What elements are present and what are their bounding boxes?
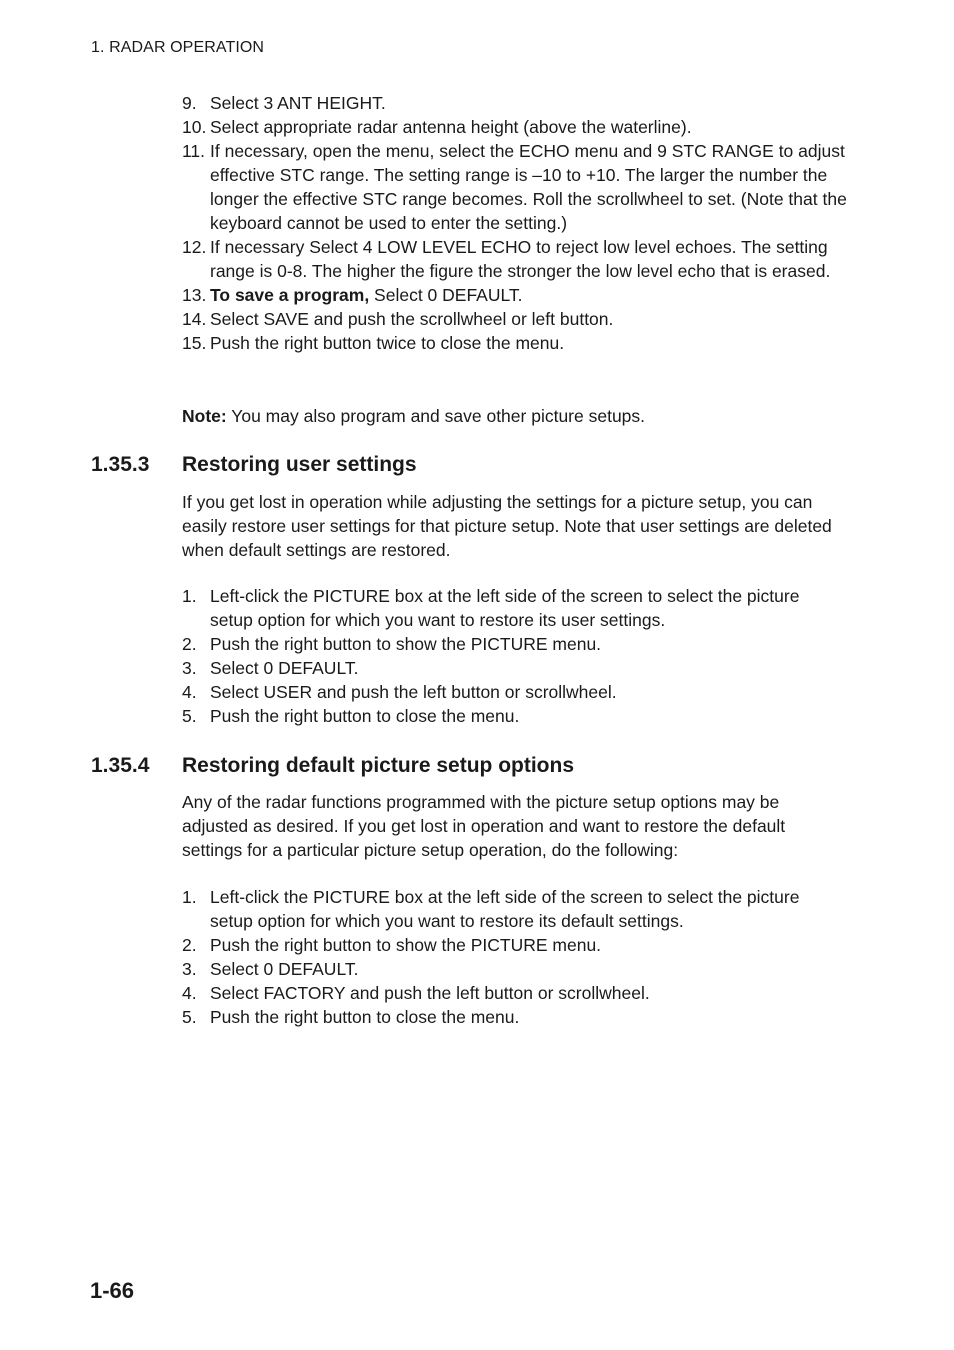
list-item — [182, 933, 847, 957]
list-item — [182, 331, 847, 355]
step-number: 3. — [182, 959, 197, 979]
list-item — [182, 632, 847, 656]
step-text: Push the right button to show the PICTURE menu. — [210, 935, 602, 955]
list-item — [182, 1005, 847, 1029]
section-heading-restoring-user-settings — [91, 452, 417, 478]
list-item — [182, 307, 847, 331]
section-number: 1.35.3 — [91, 453, 150, 476]
list-item — [182, 139, 847, 235]
list-item — [182, 91, 847, 115]
step-text: Select USER and push the left button or scrollwheel. — [210, 682, 617, 702]
step-emphasis: To save a program, — [210, 285, 370, 305]
section-number: 1.35.4 — [91, 754, 150, 777]
section-intro: If you get lost in operation while adjusting the settings for a picture setup, you can easily restore user settings for that picture setup. Note that user settings are deleted when default settings are restored. — [182, 492, 832, 560]
step-text: Push the right button to show the PICTURE menu. — [210, 634, 602, 654]
list-item — [182, 957, 847, 981]
step-text: Select appropriate radar antenna height (above the waterline). — [210, 117, 692, 137]
list-item — [182, 115, 847, 139]
list-item — [182, 656, 847, 680]
list-item — [182, 584, 847, 632]
step-number: 5. — [182, 706, 197, 726]
steps-list-default-options — [182, 885, 847, 1029]
step-text: Left-click the PICTURE box at the left side of the screen to select the picture setup option for which you want to restore its default settings. — [210, 887, 800, 931]
list-item — [182, 235, 847, 283]
list-item — [182, 680, 847, 704]
step-number: 5. — [182, 1007, 197, 1027]
note-label: Note: — [182, 406, 227, 426]
step-number: 13. — [182, 285, 207, 305]
step-number: 4. — [182, 983, 197, 1003]
note-text: You may also program and save other picture setups. — [226, 406, 646, 426]
step-number: 12. — [182, 237, 207, 257]
step-number: 11. — [182, 141, 206, 161]
step-number: 3. — [182, 658, 197, 678]
page-number: 1-66 — [90, 1278, 135, 1303]
step-text: Select 0 DEFAULT. — [210, 959, 359, 979]
step-number: 1. — [182, 887, 197, 907]
list-item — [182, 885, 847, 933]
step-text: Select 0 DEFAULT. — [369, 285, 523, 305]
step-text: If necessary, open the menu, select the ECHO menu and 9 STC RANGE to adjust effective STC range. The setting range is –10 to +10. The larger the number the longer the effective STC range becomes. Roll the scrollwheel to set. (Note that the keyboard cannot be used to enter the setting.) — [210, 141, 847, 233]
step-text: Select 0 DEFAULT. — [210, 658, 359, 678]
step-number: 9. — [182, 93, 197, 113]
step-text: Select FACTORY and push the left button or scrollwheel. — [210, 983, 650, 1003]
step-text: Push the right button to close the menu. — [210, 1007, 520, 1027]
list-item — [182, 981, 847, 1005]
note — [182, 404, 645, 428]
step-text: Push the right button to close the menu. — [210, 706, 520, 726]
steps-list-top — [182, 91, 847, 355]
running-header: 1. RADAR OPERATION — [91, 39, 265, 56]
step-number: 2. — [182, 634, 197, 654]
step-text: Select SAVE and push the scrollwheel or left button. — [210, 309, 614, 329]
step-number: 10. — [182, 117, 207, 137]
section-title: Restoring default picture setup options — [182, 754, 575, 777]
step-text: Select 3 ANT HEIGHT. — [210, 93, 386, 113]
list-item — [182, 704, 847, 728]
step-number: 15. — [182, 333, 207, 353]
step-number: 1. — [182, 586, 197, 606]
step-number: 14. — [182, 309, 207, 329]
step-text: Left-click the PICTURE box at the left side of the screen to select the picture setup option for which you want to restore its user settings. — [210, 586, 800, 630]
list-item — [182, 283, 847, 307]
step-text: Push the right button twice to close the menu. — [210, 333, 565, 353]
step-number: 4. — [182, 682, 197, 702]
section-intro: Any of the radar functions programmed with the picture setup options may be adjusted as desired. If you get lost in operation and want to restore the default settings for a particular picture setup operation, do the following: — [182, 792, 786, 860]
step-text: If necessary Select 4 LOW LEVEL ECHO to reject low level echoes. The setting range is 0-8. The higher the figure the stronger the low level echo that is erased. — [210, 237, 831, 281]
steps-list-user-settings — [182, 584, 847, 728]
section-heading-restoring-default-options — [91, 753, 574, 779]
section-title: Restoring user settings — [182, 453, 417, 476]
step-number: 2. — [182, 935, 197, 955]
